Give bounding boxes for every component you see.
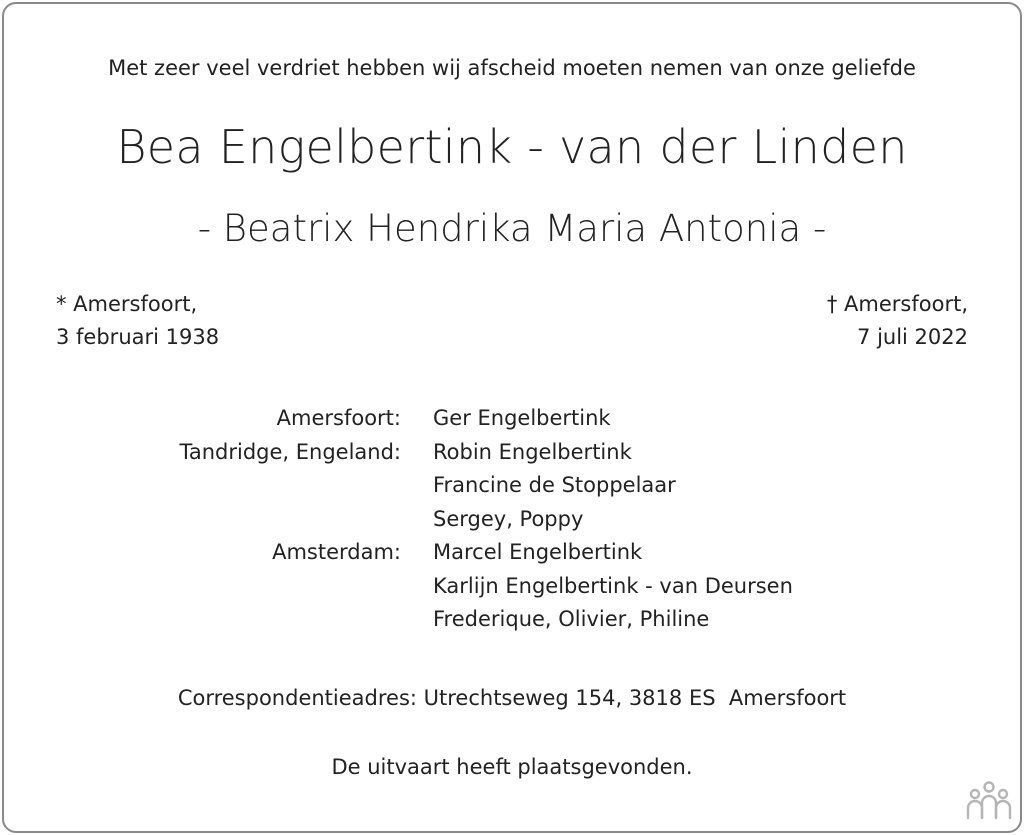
deceased-name: Bea Engelbertink - van der Linden (116, 120, 908, 174)
birth-date: 3 februari 1938 (56, 325, 220, 349)
correspondence-address: Correspondentieadres: Utrechtseweg 154, 3818 ES Amersfoort (177, 686, 847, 710)
family-row (0, 536, 1024, 570)
family-list (0, 402, 1024, 637)
birth-place: * Amersfoort, (56, 292, 198, 316)
family-name: Sergey, Poppy (433, 506, 584, 531)
family-place: Amersfoort: (276, 406, 401, 430)
family-name: Robin Engelbertink (433, 439, 632, 464)
family-row (0, 436, 1024, 470)
family-name: Francine de Stoppelaar (433, 473, 676, 497)
family-row (0, 570, 1024, 604)
family-row (0, 469, 1024, 503)
family-name: Karlijn Engelbertink - van Deursen (433, 573, 793, 598)
family-place: Tandridge, Engeland: (179, 439, 401, 464)
closing-text: De uitvaart heeft plaatsgevonden. (331, 755, 693, 779)
family-place (0, 503, 433, 537)
family-row (0, 503, 1024, 537)
people-group-icon (964, 778, 1014, 822)
family-place (0, 570, 433, 604)
family-name: Frederique, Olivier, Philine (433, 607, 710, 631)
family-row (0, 402, 1024, 436)
family-name: Ger Engelbertink (433, 406, 611, 430)
death-info (827, 288, 968, 354)
family-place (0, 469, 433, 503)
birth-info (56, 288, 219, 354)
intro-text: Met zeer veel verdriet hebben wij afscheid moeten nemen van onze geliefde (108, 56, 916, 80)
family-row (0, 603, 1024, 637)
deceased-full-name: - Beatrix Hendrika Maria Antonia - (197, 207, 827, 250)
family-place (0, 603, 433, 637)
family-name: Marcel Engelbertink (433, 540, 643, 564)
death-date: 7 juli 2022 (857, 325, 968, 349)
death-place: † Amersfoort, (826, 292, 968, 316)
family-place: Amsterdam: (272, 540, 401, 564)
